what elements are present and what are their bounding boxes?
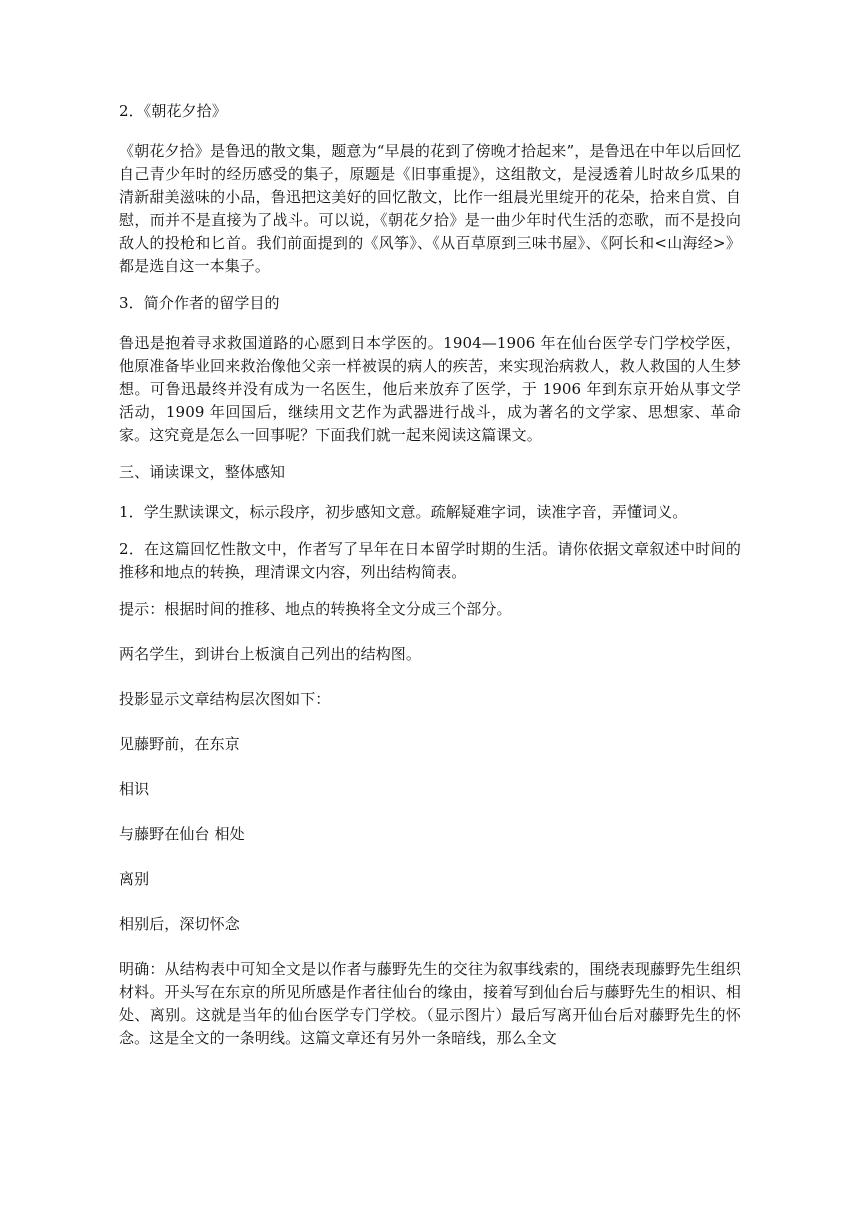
section-heading-study-purpose: 3．简介作者的留学目的 bbox=[119, 294, 280, 312]
structure-item-parting: 离别 bbox=[119, 870, 150, 888]
structure-item-meet: 相识 bbox=[119, 780, 150, 798]
structure-item-tokyo: 见藤野前，在东京 bbox=[119, 735, 240, 753]
paragraph-clarification: 明确：从结构表中可知全文是以作者与藤野先生的交往为叙事线索的，围绕表现藤野先生组织材料。开头写在东京的所见所感是作者往仙台的缘由，接着写到仙台后与藤野先生的相识、相处、离别。这就是当年的仙台医学专门学校。（显示图片）最后写离开仙台后对藤野先生的怀念。这是全文的一条明线。这篇文章还有另外一条暗线，那么全文 bbox=[119, 960, 741, 1047]
paragraph-chaohua-intro: 《朝花夕拾》是鲁迅的散文集，题意为“早晨的花到了傍晚才拾起来”，是鲁迅在中年以后回忆自己青少年时的经历感受的集子，原题是《旧事重提》，这组散文，是浸透着儿时故乡瓜果的清新甜美滋味的小品，鲁迅把这美好的回忆散文，比作一组晨光里绽开的花朵，拾来自赏、自慰，而并不是直接为了战斗。可以说，《朝花夕拾》是一曲少年时代生活的恋歌，而不是投向敌人的投枪和匕首。我们前面提到的《风筝》、《从百草原到三味书屋》、《阿长和<山海经>》都是选自这一本集子。 bbox=[119, 142, 741, 275]
document-page bbox=[119, 100, 741, 1064]
section-heading-reading: 三、诵读课文，整体感知 bbox=[119, 463, 286, 481]
paragraph-hint: 提示：根据时间的推移、地点的转换将全文分成三个部分。 bbox=[119, 600, 512, 618]
section-heading-chaohua: 2．《朝花夕拾》 bbox=[119, 102, 227, 120]
paragraph-projection: 投影显示文章结构层次图如下： bbox=[119, 690, 331, 708]
paragraph-students-board: 两名学生，到讲台上板演自己列出的结构图。 bbox=[119, 645, 422, 663]
structure-item-sendai: 与藤野在仙台 相处 bbox=[119, 825, 245, 843]
paragraph-study-purpose: 鲁迅是抱着寻求救国道路的心愿到日本学医的。1904—1906 年在仙台医学专门学校学医，他原准备毕业回来救治像他父亲一样被误的病人的疾苦，来实现治病救人，救人救国的人生梦想。可鲁迅最终并没有成为一名医生，他后来放弃了医学，于 1906 年到东京开始从事文学活动，1909 年回国后，继续用文艺作为武器进行战斗，成为著名的文学家、思想家、革命家。这究竟是怎么一回事呢？下面我们就一起来阅读这篇课文。 bbox=[119, 334, 741, 444]
paragraph-silent-reading: 1．学生默读课文，标示段序，初步感知文意。疏解疑难字词，读准字音，弄懂词义。 bbox=[119, 503, 688, 521]
paragraph-structure-task: 2．在这篇回忆性散文中，作者写了早年在日本留学时期的生活。请你依据文章叙述中时间的推移和地点的转换，理清课文内容，列出结构简表。 bbox=[119, 540, 741, 581]
structure-item-remembrance: 相别后，深切怀念 bbox=[119, 915, 240, 933]
